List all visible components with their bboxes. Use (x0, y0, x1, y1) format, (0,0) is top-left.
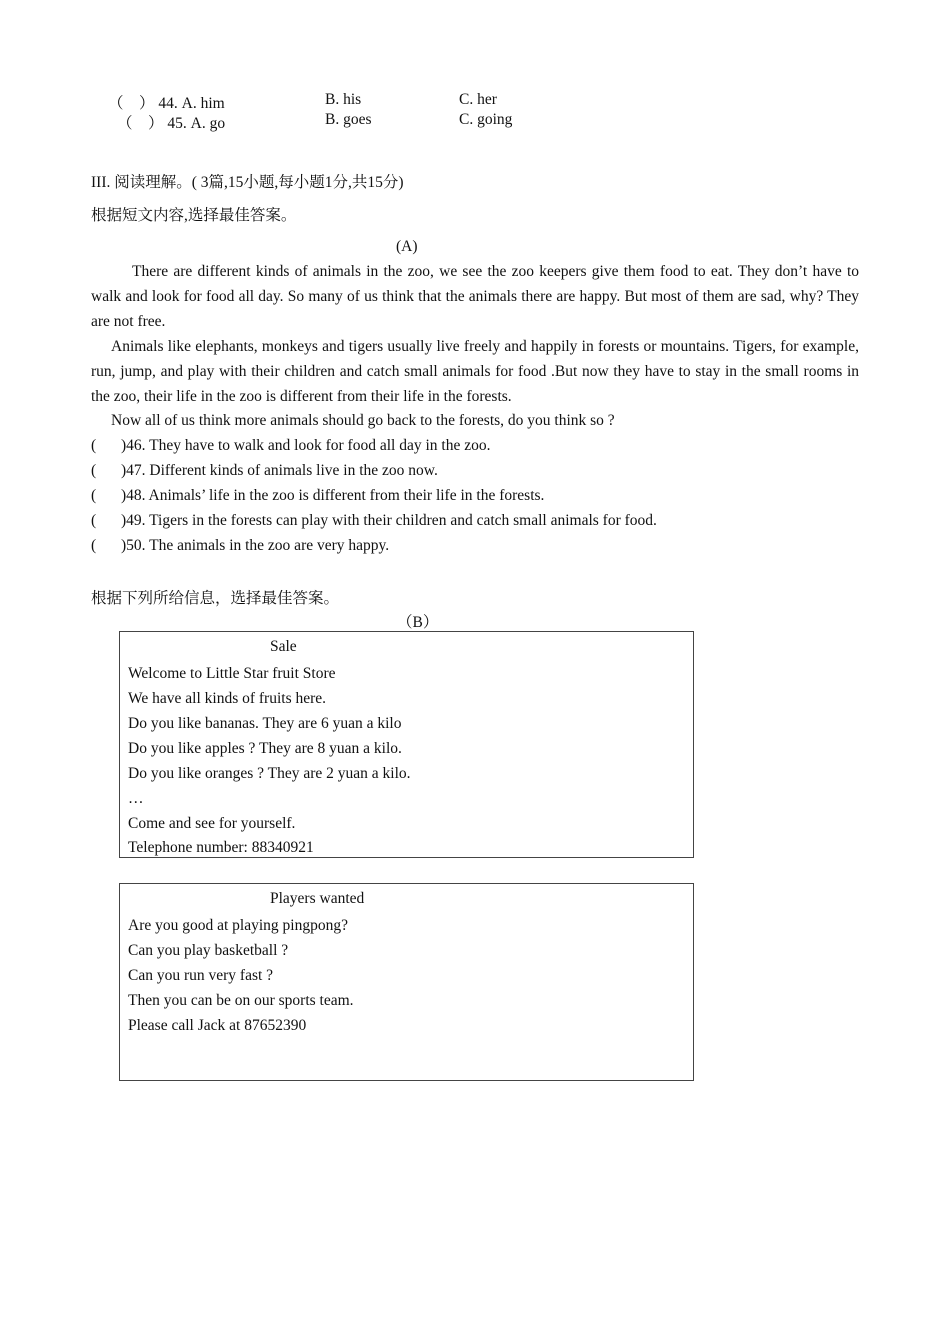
answer-paren: ( (91, 512, 97, 529)
question-47 (91, 462, 438, 480)
passage-a-label: (A) (396, 238, 418, 255)
choice-row-45 (117, 111, 225, 133)
sale-ad-box (119, 631, 694, 858)
question-text: )47. Different kinds of animals live in the zoo now. (121, 462, 438, 479)
question-number: 44. (158, 95, 178, 112)
sale-ad-line: Welcome to Little Star fruit Store (128, 665, 336, 682)
question-50 (91, 537, 389, 555)
choice-row-44 (108, 91, 225, 113)
players-ad-line: Can you play basketball ? (128, 942, 289, 959)
sale-ad-line: Do you like bananas. They are 6 yuan a kilo (128, 715, 402, 732)
players-ad-phone: Please call Jack at 87652390 (128, 1017, 307, 1034)
question-number: 45. (167, 115, 187, 132)
question-48 (91, 487, 544, 505)
option-a: A. him (181, 95, 225, 112)
sale-ad-title: Sale (270, 638, 297, 655)
question-text: )50. The animals in the zoo are very happy. (121, 537, 390, 554)
sale-ad-line: Do you like apples ? They are 8 yuan a kilo. (128, 740, 402, 757)
answer-paren: ( (91, 462, 97, 479)
question-text: )49. Tigers in the forests can play with their children and catch small animals for food. (121, 512, 657, 529)
players-ad-line: Then you can be on our sports team. (128, 992, 354, 1009)
passage-a-paragraph-2: Animals like elephants, monkeys and tigers usually live freely and happily in forests or mountains. Tigers, for example, run, jump, and play with their children and catch small animals for food .But now they have to stay in the small rooms in the zoo, their life in the zoo is different from their life in the forests. (91, 338, 859, 405)
question-49 (91, 512, 657, 530)
option-c: C. her (459, 91, 497, 108)
question-text: )48. Animals’ life in the zoo is different from their life in the forests. (121, 487, 545, 504)
option-b: B. his (325, 91, 362, 108)
question-46 (91, 437, 490, 455)
answer-paren: ( (91, 437, 97, 454)
question-text: )46. They have to walk and look for food all day in the zoo. (121, 437, 491, 454)
sale-ad-line: Come and see for yourself. (128, 815, 296, 832)
sale-ad-line: … (128, 790, 144, 807)
section-heading: III. 阅读理解。( 3篇,15小题,每小题1分,共15分) (91, 174, 404, 191)
answer-paren: ( (91, 487, 97, 504)
players-ad-title: Players wanted (270, 890, 365, 907)
instruction-b: 根据下列所给信息，选择最佳答案。 (91, 590, 340, 607)
sale-ad-phone: Telephone number: 88340921 (128, 839, 314, 856)
answer-paren: ( (91, 537, 97, 554)
passage-a-paragraph-1: There are different kinds of animals in the zoo, we see the zoo keepers give them food to eat. They don’t have to walk and look for food all day. So many of us think that the animals there are happy. But most of them are sad, why? They are not free. (91, 263, 859, 330)
passage-a-paragraph-3: Now all of us think more animals should go back to the forests, do you think so ? (111, 412, 615, 429)
players-ad-line: Can you run very fast ? (128, 967, 274, 984)
sale-ad-line: We have all kinds of fruits here. (128, 690, 327, 707)
answer-paren: （ ） (108, 95, 155, 112)
players-ad-box (119, 883, 694, 1081)
sale-ad-line: Do you like oranges ? They are 2 yuan a kilo. (128, 765, 411, 782)
option-b: B. goes (325, 111, 372, 128)
option-c: C. going (459, 111, 513, 128)
instruction-a: 根据短文内容,选择最佳答案。 (91, 207, 297, 224)
option-a: A. go (190, 115, 226, 132)
players-ad-line: Are you good at playing pingpong? (128, 917, 348, 934)
answer-paren: （ ） (117, 115, 164, 132)
passage-b-label: （B） (397, 614, 439, 631)
